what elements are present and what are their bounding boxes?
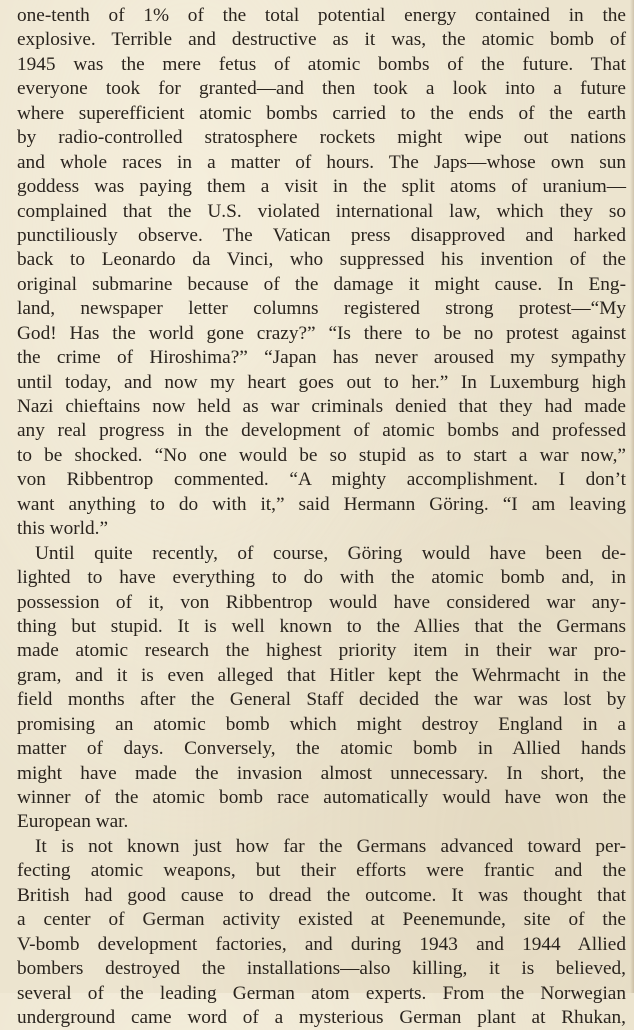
text-line: European war. [17,811,129,833]
text-line: the crime of Hiroshima?” “Japan has never aroused my sympathy [17,347,626,369]
text-line: 1945 was the mere fetus of atomic bombs of the future. That [17,53,626,75]
text-line: made atomic research the highest priority item in their war pro- [17,640,626,662]
text-line: gram, and it is even alleged that Hitler kept the Wehrmacht in the [17,664,626,686]
text-line: this world.” [17,518,109,540]
text-line: lighted to have everything to do with the atomic bomb and, in [17,567,626,589]
text-line: winner of the atomic bomb race automatically would have won the [17,787,626,808]
text-line: original submarine because of the damage it might cause. In Eng- [17,273,626,295]
text-line: goddess was paying them a visit in the split atoms of uranium— [17,176,626,198]
text-line: bombers destroyed the installations—also killing, it is believed, [17,958,626,980]
text-line: field months after the General Staff decided the war was lost by [17,689,626,711]
text-line: back to Leonardo da Vinci, who suppressed his invention of the [17,249,626,271]
text-line: British had good cause to dread the outcome. It was thought that [17,884,626,906]
text-line: everyone took for granted—and then took a look into a future [17,78,626,100]
text-line: a center of German activity existed at Peenemunde, site of the [17,909,626,931]
text-line: land, newspaper letter columns registered strong protest—“My [17,298,626,320]
text-line: Until quite recently, of course, Göring would have been de- [35,542,626,564]
text-line: God! Has the world gone crazy?” “Is there to be no protest against [17,322,626,344]
text-line: several of the leading German atom experts. From the Norwegian [17,982,626,1004]
text-line: It is not known just how far the Germans advanced toward per- [35,835,626,857]
text-line: until today, and now my heart goes out to her.” In Luxemburg high [17,371,626,393]
text-line: thing but stupid. It is well known to the Allies that the Germans [17,615,626,637]
text-line: promising an atomic bomb which might destroy England in a [17,713,626,735]
page-edge-shadow [630,0,634,993]
text-line: and whole races in a matter of hours. The Japs—whose own sun [17,151,626,173]
text-line: V-bomb development factories, and during 1943 and 1944 Allied [17,933,626,955]
text-line: matter of days. Conversely, the atomic bomb in Allied hands [17,738,626,760]
text-line: punctiliously observe. The Vatican press disapproved and harked [17,224,626,246]
text-line: Nazi chieftains now held as war criminals denied that they had made [17,396,626,417]
text-line: possession of it, von Ribbentrop would have considered war any- [17,591,626,613]
text-line: one-tenth of 1% of the total potential energy contained in the [17,5,626,26]
text-line: any real progress in the development of atomic bombs and professed [17,420,626,442]
text-line: von Ribbentrop commented. “A mighty accomplishment. I don’t [17,469,626,491]
text-line: might have made the invasion almost unnecessary. In short, the [17,762,626,784]
text-line: want anything to do with it,” said Hermann Göring. “I am leaving [17,493,626,515]
text-line: fecting atomic weapons, but their efforts were frantic and the [17,860,626,882]
text-line: where superefficient atomic bombs carried to the ends of the earth [17,102,626,124]
text-line: to be shocked. “No one would be so stupid as to start a war now,” [17,444,626,466]
text-line: by radio-controlled stratosphere rockets might wipe out nations [17,127,626,149]
text-line: complained that the U.S. violated international law, which they so [17,200,626,222]
document-page [17,4,626,1030]
text-line: explosive. Terrible and destructive as it was, the atomic bomb of [17,29,626,51]
text-line: underground came word of a mysterious German plant at Rhukan, [17,1006,626,1028]
